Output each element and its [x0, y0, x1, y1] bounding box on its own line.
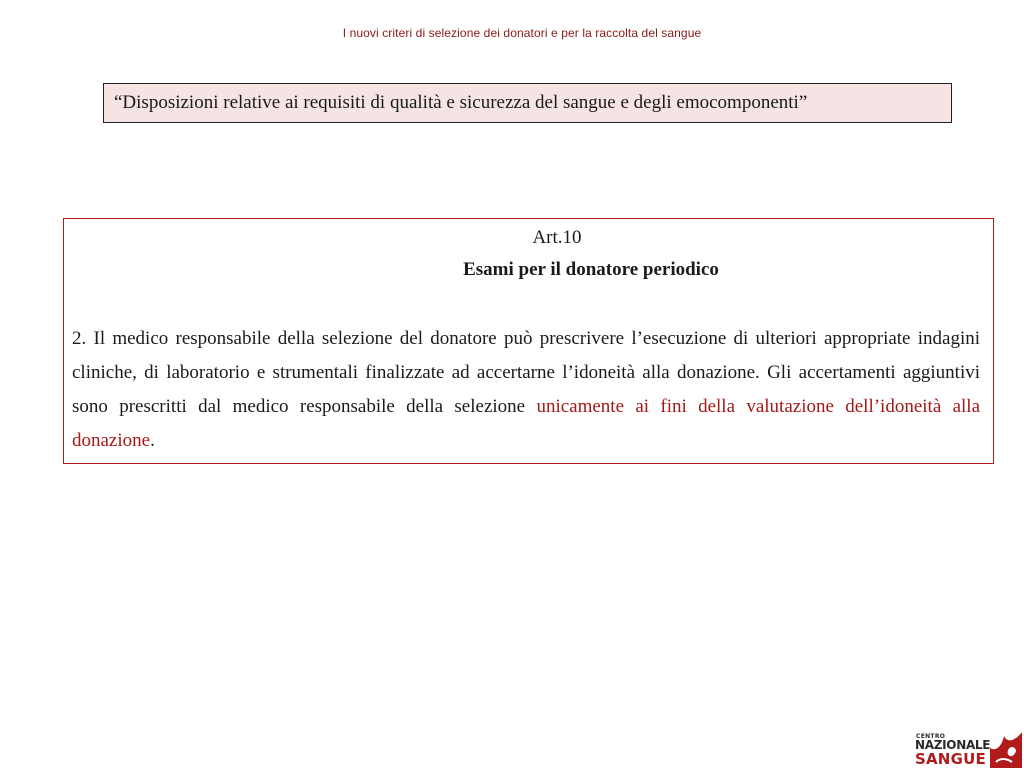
article-number: Art.10 [532, 227, 582, 248]
document-title-box [103, 83, 952, 123]
logo-line-nazionale: NAZIONALE [915, 738, 991, 752]
article-box [63, 218, 994, 464]
logo-line-centro: CENTRO [916, 733, 946, 740]
blood-drop-figure-icon [986, 728, 1024, 768]
page-header: I nuovi criteri di selezione dei donatori e per la raccolta del sangue [342, 26, 702, 40]
document-title: “Disposizioni relative ai requisiti di qualità e sicurezza del sangue e degli emocomponenti” [114, 92, 808, 113]
article-body-text: 2. Il medico responsabile della selezione del donatore può prescrivere l’esecuzione di ulteriori appropriate indagini cliniche, di laboratorio e strumentali finalizzate ad accertarne l’idoneità alla donazione. Gli accertamenti aggiuntivi sono prescritti dal medico responsabile della selezione [72, 328, 980, 417]
centro-nazionale-sangue-logo [914, 728, 1024, 768]
article-body-end: . [150, 430, 155, 451]
logo-line-sangue: SANGUE [915, 750, 986, 768]
article-body [72, 322, 980, 458]
article-title: Esami per il donatore periodico [463, 259, 719, 280]
article-body-highlight: unicamente ai fini della valutazione dell’idoneità alla donazione [72, 396, 981, 451]
